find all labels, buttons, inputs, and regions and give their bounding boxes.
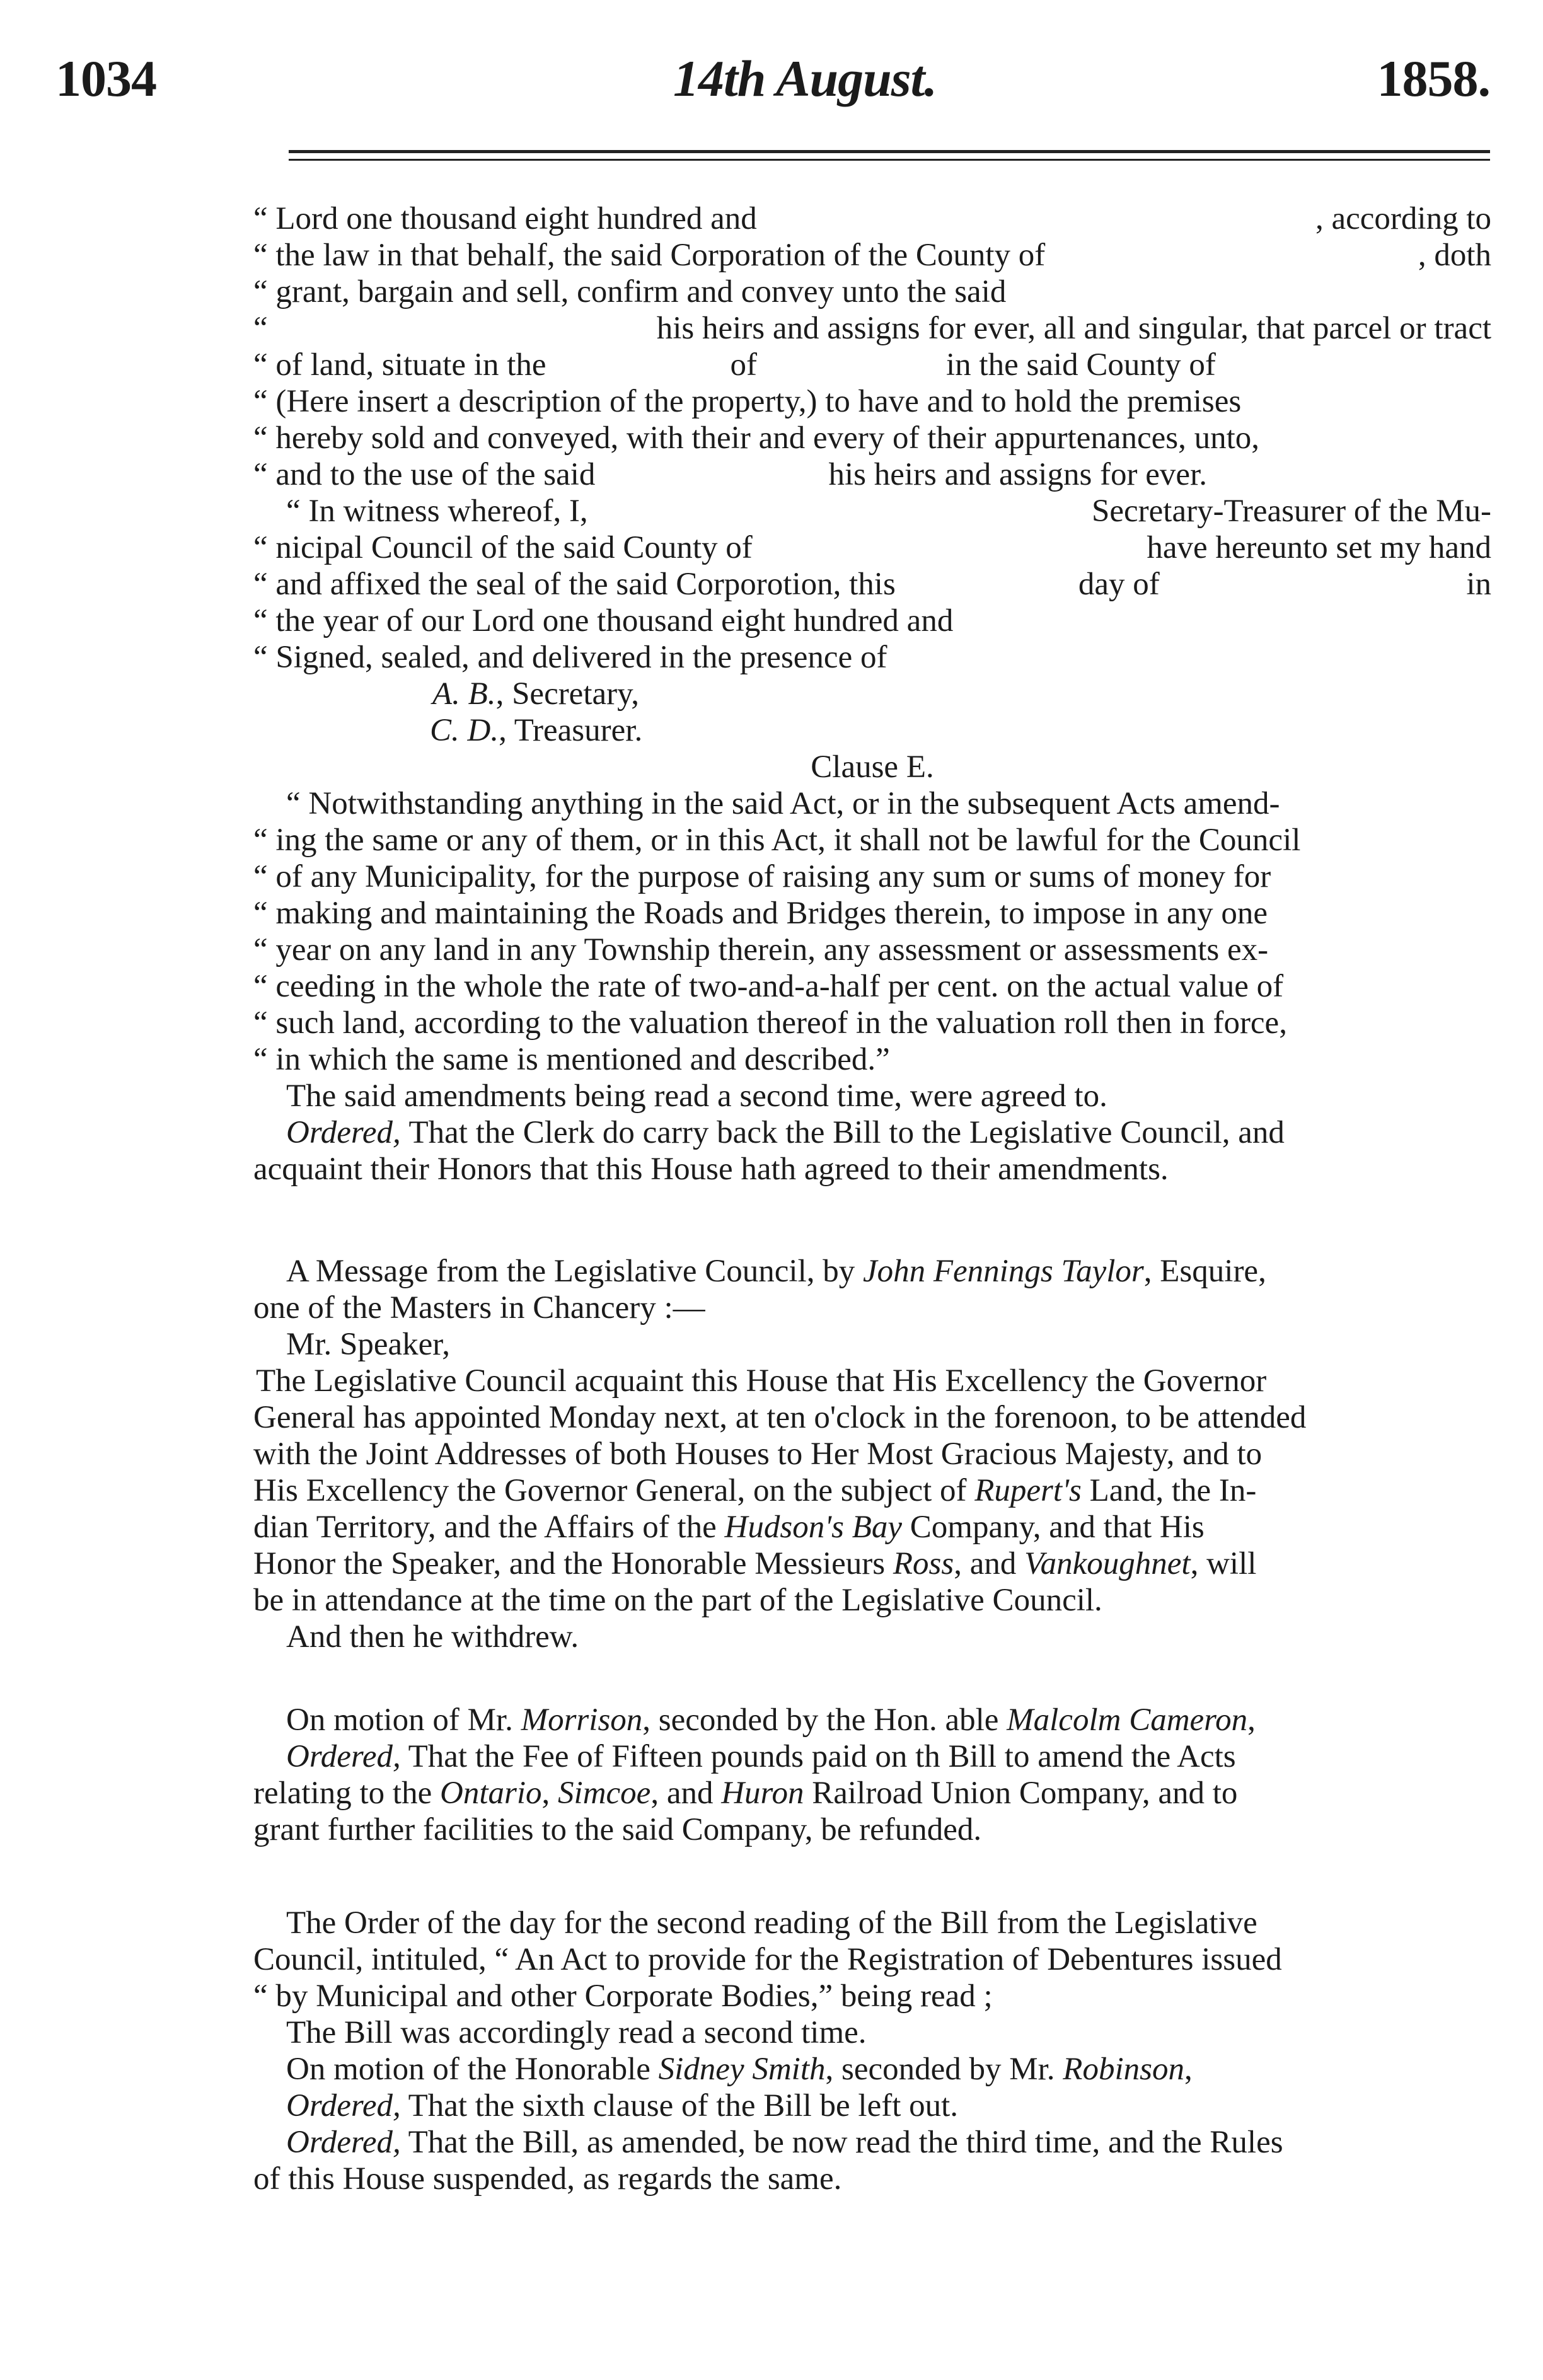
- header-rule-thin: [289, 159, 1490, 161]
- deed-line: “ hereby sold and conveyed, with their and every of their appurtenances, unto,: [253, 420, 1260, 456]
- deed-line: “ nicipal Council of the said County of have hereunto set my hand: [253, 530, 1491, 565]
- message-line: A Message from the Legislative Council, by John Fennings Taylor , Esquire,: [286, 1254, 1266, 1289]
- clause-line: “ ceeding in the whole the rate of two-and-a-half per cent. on the actual value of: [253, 969, 1284, 1004]
- deed-line: “ Signed, sealed, and delivered in the presence of: [253, 640, 887, 675]
- council-message: [253, 1253, 1491, 1655]
- deed-line: “ the year of our Lord one thousand eight hundred and: [253, 603, 954, 638]
- page-number: 1034: [55, 50, 156, 107]
- clause-line: “ such land, according to the valuation thereof in the valuation roll then in force,: [253, 1005, 1287, 1041]
- deed-line: “ and affixed the seal of the said Corporotion, this day of in: [253, 567, 1491, 602]
- clause-heading: Clause E.: [811, 749, 934, 785]
- page-date: 14th August.: [673, 50, 937, 107]
- deed-line: “ grant, bargain and sell, confirm and convey unto the said: [253, 274, 1007, 309]
- motion-fee-refund: [253, 1702, 1491, 1848]
- order-line: The Order of the day for the second reading of the Bill from the Legislative: [286, 1905, 1257, 1941]
- order-line: The Bill was accordingly read a second time.: [286, 2015, 867, 2050]
- message-line: with the Joint Addresses of both Houses to Her Most Gracious Majesty, and to: [253, 1436, 1263, 1472]
- message-line: be in attendance at the time on the part of the Legislative Council.: [253, 1583, 1102, 1618]
- clause-e: [253, 749, 1491, 1078]
- order-line: “ by Municipal and other Corporate Bodies,” being read ;: [253, 1979, 993, 2014]
- page-header: [0, 49, 1543, 106]
- amendments-paragraph: [253, 1078, 1491, 1187]
- order-line: of this House suspended, as regards the same.: [253, 2161, 842, 2197]
- amendments-agreed: The said amendments being read a second time, were agreed to.: [286, 1078, 1107, 1114]
- clause-line: “ making and maintaining the Roads and Bridges therein, to impose in any one: [253, 896, 1268, 931]
- message-line: Honor the Speaker, and the Honorable Messieurs Ross , and Vankoughnet , will: [253, 1546, 1257, 1581]
- order-line: Ordered, That the Bill, as amended, be now read the third time, and the Rules: [286, 2125, 1283, 2160]
- message-line: one of the Masters in Chancery :—: [253, 1290, 705, 1326]
- clause-line: “ Notwithstanding anything in the said Act, or in the subsequent Acts amend-: [286, 786, 1280, 821]
- message-line: dian Territory, and the Affairs of the Hudson's Bay Company, and that His: [253, 1510, 1205, 1545]
- amendments-ordered: Ordered, That the Clerk do carry back the Bill to the Legislative Council, and: [286, 1115, 1285, 1150]
- amendments-ordered-cont: acquaint their Honors that this House hath agreed to their amendments.: [253, 1152, 1169, 1187]
- motion-line: On motion of Mr. Morrison , seconded by the Hon. able Malcolm Cameron ,: [286, 1702, 1256, 1738]
- deed-form: [253, 200, 1491, 749]
- deed-line: “ the law in that behalf, the said Corporation of the County of , doth: [253, 238, 1491, 273]
- message-line: General has appointed Monday next, at ten o'clock in the forenoon, to be attended: [253, 1400, 1307, 1435]
- message-withdrew: And then he withdrew.: [286, 1619, 579, 1655]
- deed-line: “ Lord one thousand eight hundred and , according to: [253, 201, 1491, 236]
- clause-line: “ year on any land in any Township therein, any assessment or assessments ex-: [253, 932, 1269, 968]
- clause-line: “ in which the same is mentioned and described.”: [253, 1042, 890, 1077]
- message-speaker: Mr. Speaker,: [286, 1327, 450, 1362]
- motion-line: grant further facilities to the said Company, be refunded.: [253, 1812, 982, 1847]
- deed-line: “ and to the use of the said his heirs and assigns for ever.: [253, 457, 1207, 492]
- signature-treasurer: C. D. , Treasurer.: [430, 713, 643, 748]
- page-year: 1858.: [1377, 50, 1490, 107]
- message-line: His Excellency the Governor General, on the subject of Rupert's Land, the In-: [253, 1473, 1257, 1508]
- motion-line: relating to the Ontario , Simcoe , and Huron Railroad Union Company, and to: [253, 1776, 1238, 1811]
- clause-line: “ of any Municipality, for the purpose of raising any sum or sums of money for: [253, 859, 1271, 894]
- order-of-the-day: [253, 1905, 1491, 2197]
- deed-line: “ (Here insert a description of the property,) to have and to hold the premises: [253, 384, 1242, 419]
- deed-line: “ In witness whereof, I, Secretary-Treasurer of the Mu-: [286, 494, 1491, 529]
- deed-line: “ his heirs and assigns for ever, all and singular, that parcel or tract: [253, 311, 1491, 346]
- order-line: On motion of the Honorable Sidney Smith , seconded by Mr. Robinson ,: [286, 2052, 1193, 2087]
- message-line: The Legislative Council acquaint this House that His Excellency the Governor: [256, 1363, 1267, 1399]
- deed-line: “ of land, situate in the of in the said County of: [253, 347, 1216, 383]
- signature-secretary: A. B. , Secretary,: [432, 676, 640, 712]
- order-line: Ordered, That the sixth clause of the Bill be left out.: [286, 2088, 959, 2123]
- clause-line: “ ing the same or any of them, or in this Act, it shall not be lawful for the Council: [253, 823, 1301, 858]
- order-line: Council, intituled, “ An Act to provide for the Registration of Debentures issued: [253, 1942, 1282, 1977]
- header-rule-thick: [289, 150, 1490, 153]
- motion-line: Ordered, That the Fee of Fifteen pounds paid on th Bill to amend the Acts: [286, 1739, 1236, 1774]
